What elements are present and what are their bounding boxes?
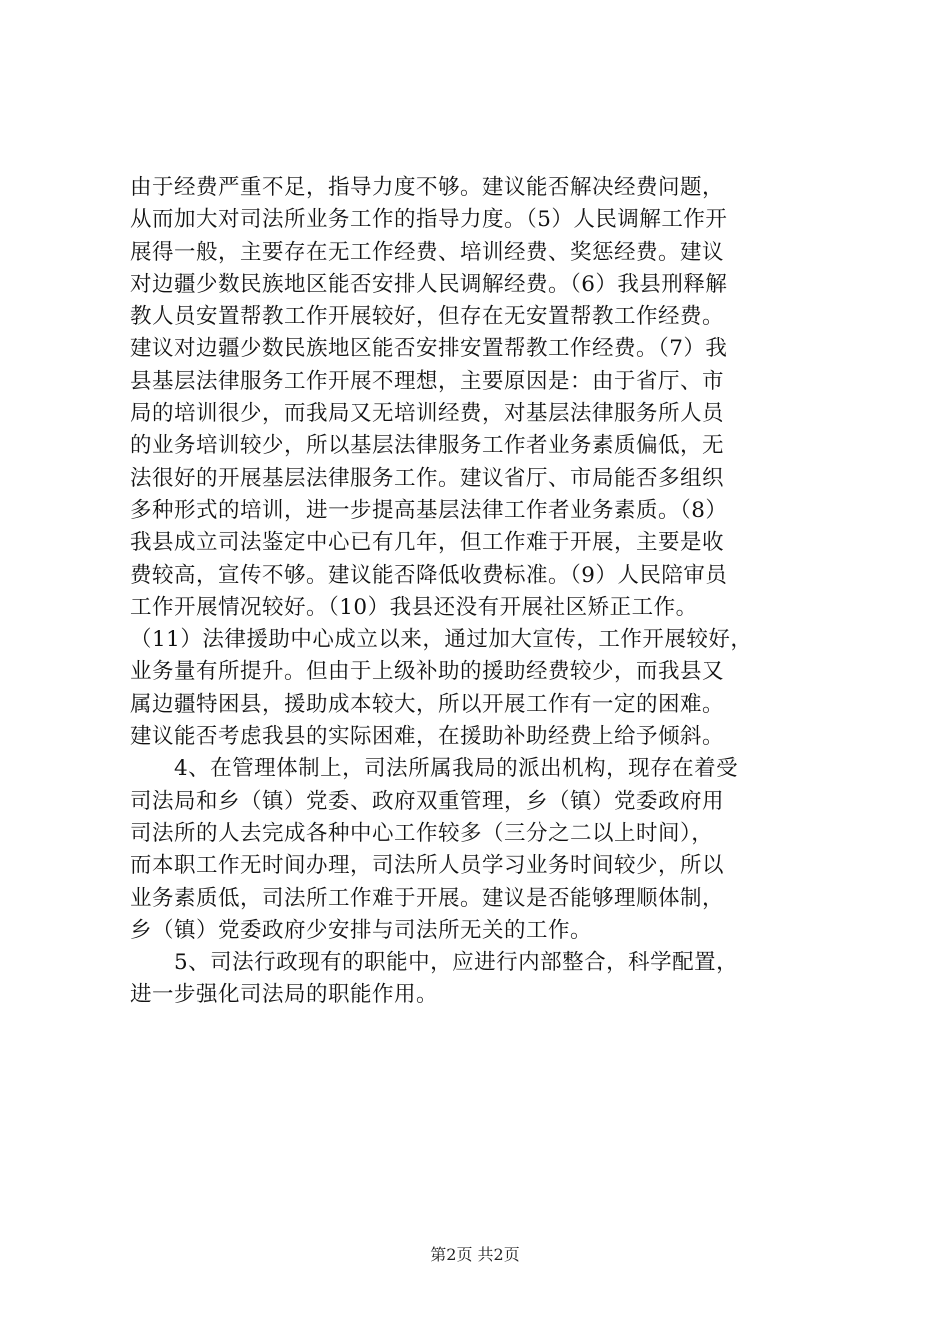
text-line: 展得一般，主要存在无工作经费、培训经费、奖惩经费。建议 [130, 239, 725, 265]
text-line: 5、司法行政现有的职能中，应进行内部整合，科学配置， [130, 950, 739, 976]
text-line: 而本职工作无时间办理，司法所人员学习业务时间较少，所以 [130, 853, 725, 879]
text-line: （11）法律援助中心成立以来，通过加大宣传，工作开展较好， [130, 627, 753, 653]
text-line: 工作开展情况较好。（10）我县还没有开展社区矫正工作。 [130, 594, 698, 620]
page-footer: 第2页 共2页 [430, 1245, 520, 1264]
body-text [130, 172, 830, 1012]
text-line: 司法局和乡（镇）党委、政府双重管理，乡（镇）党委政府用 [130, 788, 725, 814]
text-line: 业务量有所提升。但由于上级补助的援助经费较少，而我县又 [130, 659, 725, 685]
text-line: 乡（镇）党委政府少安排与司法所无关的工作。 [130, 917, 593, 943]
text-line: 多种形式的培训，进一步提高基层法律工作者业务素质。（8） [130, 497, 728, 523]
text-line: 对边疆少数民族地区能否安排人民调解经费。（6）我县刑释解 [130, 271, 728, 297]
text-line: 费较高，宣传不够。建议能否降低收费标准。（9）人民陪审员 [130, 562, 728, 588]
text-line: 进一步强化司法局的职能作用。 [130, 982, 439, 1008]
text-line: 建议对边疆少数民族地区能否安排安置帮教工作经费。（7）我 [130, 336, 728, 362]
text-line: 法很好的开展基层法律服务工作。建议省厅、市局能否多组织 [130, 465, 725, 491]
text-line: 的业务培训较少，所以基层法律服务工作者业务素质偏低，无 [130, 433, 725, 459]
text-line: 司法所的人去完成各种中心工作较多（三分之二以上时间）， [130, 820, 714, 846]
text-line: 由于经费严重不足，指导力度不够。建议能否解决经费问题， [130, 175, 725, 200]
text-line: 业务素质低，司法所工作难于开展。建议是否能够理顺体制， [130, 885, 725, 911]
text-line: 局的培训很少，而我局又无培训经费，对基层法律服务所人员 [130, 401, 725, 427]
text-line: 属边疆特困县，援助成本较大，所以开展工作有一定的困难。 [130, 691, 725, 717]
text-line: 县基层法律服务工作开展不理想，主要原因是：由于省厅、市 [130, 368, 725, 394]
text-line: 从而加大对司法所业务工作的指导力度。（5）人民调解工作开 [130, 207, 728, 233]
text-line: 教人员安置帮教工作开展较好，但存在无安置帮教工作经费。 [130, 304, 725, 330]
text-line: 建议能否考虑我县的实际困难，在援助补助经费上给予倾斜。 [130, 724, 725, 750]
text-line: 我县成立司法鉴定中心已有几年，但工作难于开展，主要是收 [130, 530, 725, 556]
text-line: 4、在管理体制上，司法所属我局的派出机构，现存在着受 [130, 756, 739, 782]
